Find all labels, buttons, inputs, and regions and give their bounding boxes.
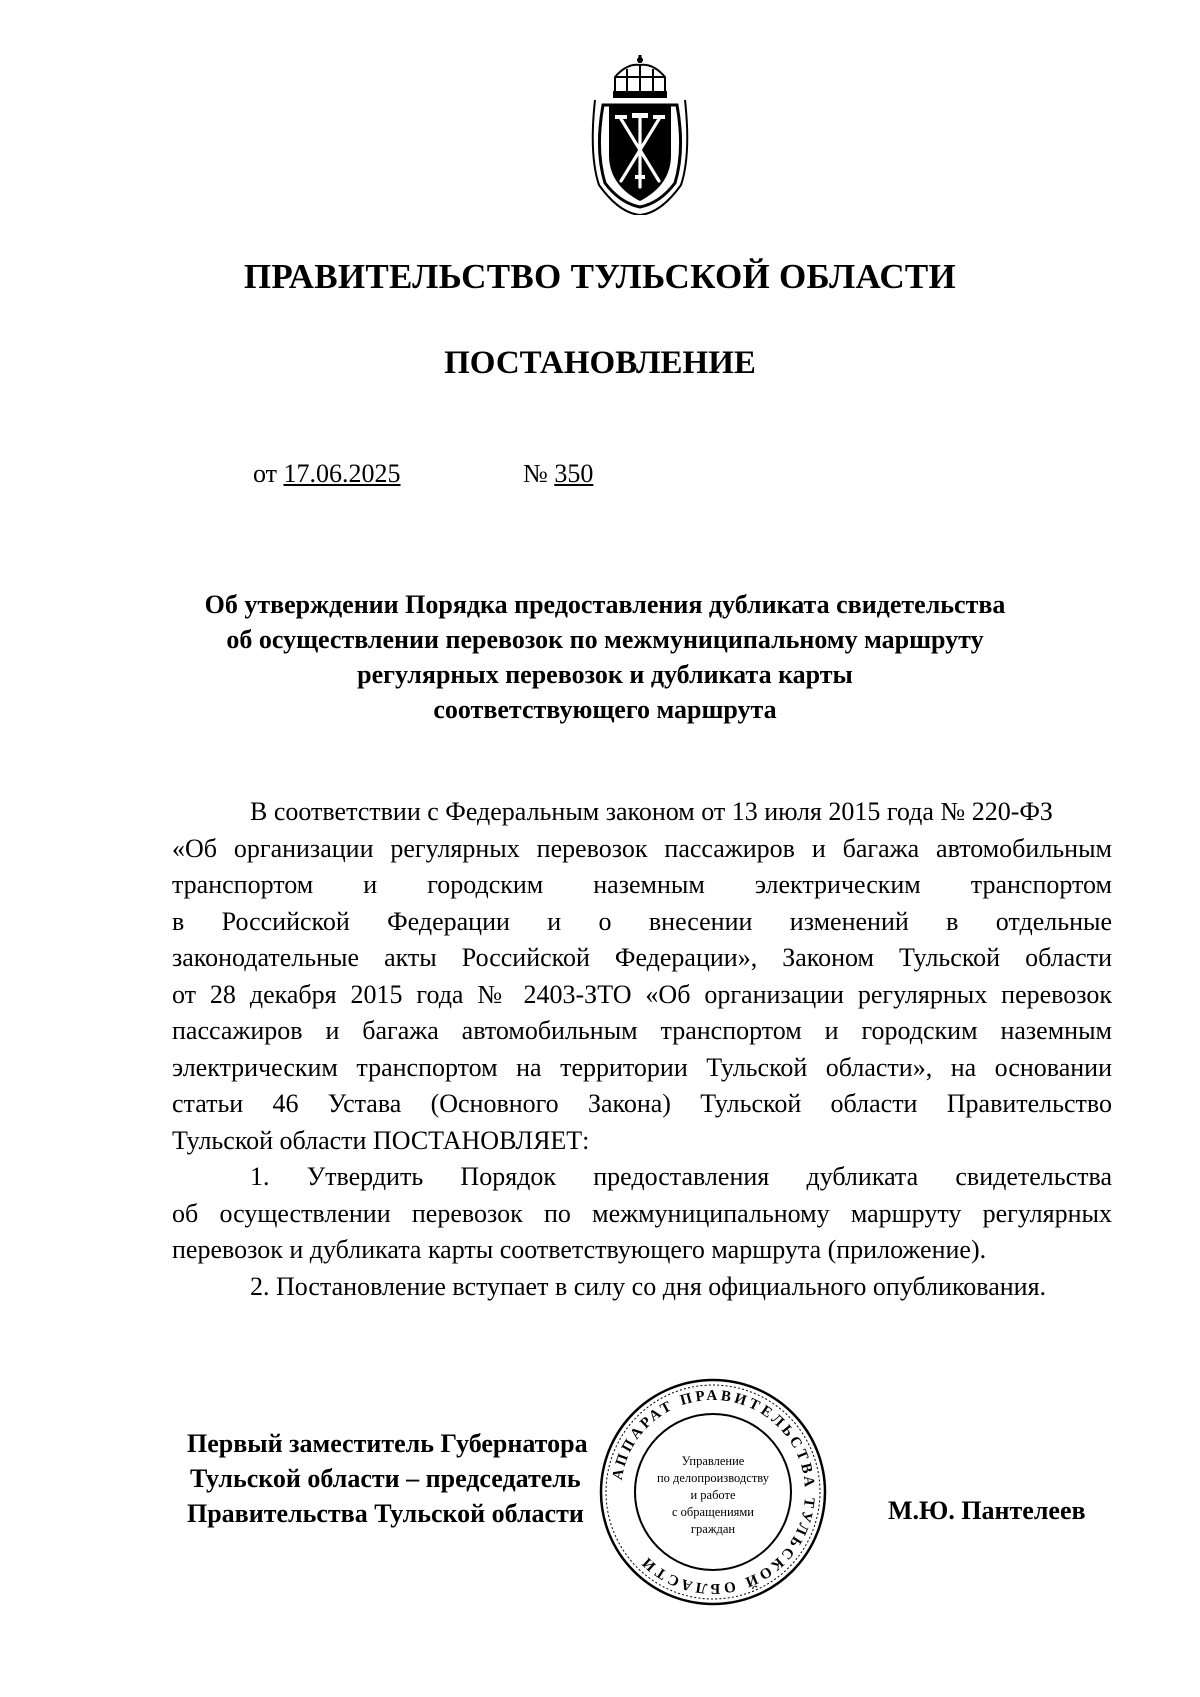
body-line: законодательные акты Российской Федерации», Законом Тульской области	[172, 943, 1112, 972]
body-line: 1. Утвердить Порядок предоставления дубликата свидетельства	[250, 1162, 1112, 1191]
number-value: 350	[554, 459, 594, 488]
subject-line: об осуществлении перевозок по межмуниципальному маршруту	[226, 625, 984, 654]
official-seal-icon	[598, 1377, 828, 1607]
seal-center-line: по делопроизводству	[656, 1471, 770, 1485]
body-line: «Об организации регулярных перевозок пассажиров и багажа автомобильным	[172, 833, 1112, 863]
body-line: 2. Постановление вступает в силу со дня официального опубликования.	[250, 1271, 1047, 1301]
signatory-name: М.Ю. Пантелеев	[888, 1496, 1086, 1525]
body-line: электрическим транспортом на территории Тульской области», на основании	[172, 1052, 1112, 1082]
seal-center-line: Управление	[681, 1454, 745, 1468]
document-date	[253, 459, 401, 489]
body-line: от 28 декабря 2015 года № 2403-ЗТО «Об организации регулярных перевозок	[172, 979, 1112, 1009]
date-value: 17.06.2025	[283, 459, 401, 488]
seal-center-line: и работе	[690, 1488, 736, 1502]
body-line: перевозок и дубликата карты соответствующего маршрута (приложение).	[172, 1235, 987, 1264]
document-subject	[140, 587, 1070, 727]
body-line: пассажиров и багажа автомобильным транспортом и городским наземным	[172, 1016, 1112, 1045]
subject-line: соответствующего маршрута	[433, 695, 777, 724]
document-type: ПОСТАНОВЛЕНИЕ	[444, 345, 756, 381]
number-prefix: №	[523, 459, 548, 488]
signatory-line: Первый заместитель Губернатора	[187, 1429, 588, 1458]
signatory-line: Тульской области – председатель	[190, 1464, 581, 1493]
document-body	[172, 794, 1112, 1305]
date-prefix: от	[253, 459, 278, 488]
body-line: транспортом и городским наземным электрическим транспортом	[172, 870, 1112, 899]
subject-line: регулярных перевозок и дубликата карты	[357, 660, 853, 689]
body-line: статьи 46 Устава (Основного Закона) Тульской области Правительство	[172, 1089, 1112, 1118]
body-line: в Российской Федерации и о внесении изменений в отдельные	[172, 906, 1112, 936]
government-title: ПРАВИТЕЛЬСТВО ТУЛЬСКОЙ ОБЛАСТИ	[243, 257, 957, 296]
seal-center-line: граждан	[690, 1522, 736, 1536]
seal-center-line: с обращениями	[672, 1505, 754, 1519]
coat-of-arms-icon	[585, 55, 695, 215]
signatory-line: Правительства Тульской области	[187, 1499, 584, 1528]
body-line: об осуществлении перевозок по межмуниципальному маршруту регулярных	[172, 1198, 1112, 1228]
signatory-position	[187, 1426, 588, 1531]
body-line: В соответствии с Федеральным законом от 13 июля 2015 года № 220-ФЗ	[250, 797, 1053, 826]
subject-line: Об утверждении Порядка предоставления дубликата свидетельства	[204, 590, 1006, 619]
document-number	[523, 459, 593, 489]
seal-ring-text: АППАРАТ ПРАВИТЕЛЬСТВА ТУЛЬСКОЙ ОБЛАСТИ	[609, 1387, 818, 1597]
body-line: Тульской области ПОСТАНОВЛЯЕТ:	[172, 1125, 590, 1155]
